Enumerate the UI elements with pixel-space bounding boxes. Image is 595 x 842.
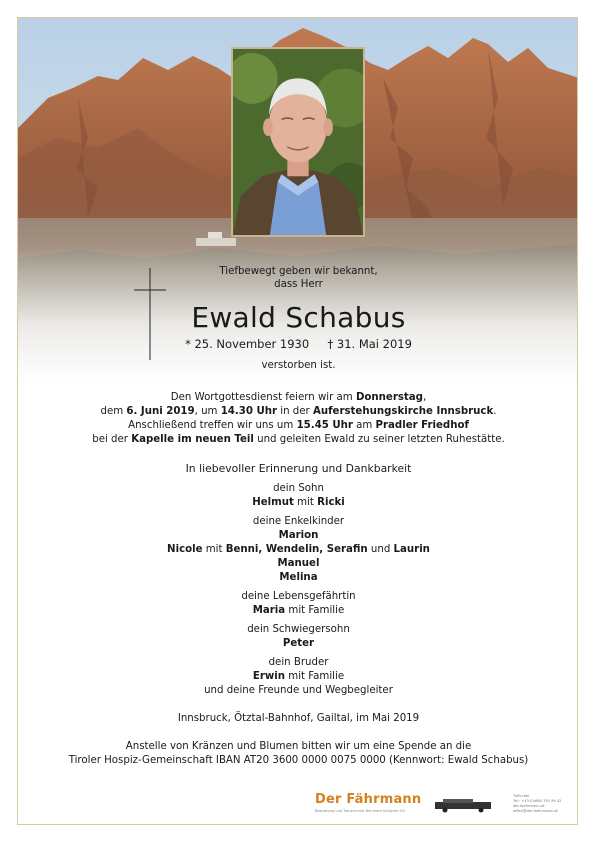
notice-frame <box>17 17 578 825</box>
funeral-home-footer <box>315 792 565 818</box>
grandchild-3: Manuel <box>277 558 320 569</box>
service-line-2: dem 6. Juni 2019, um 14.30 Uhr in der Auferstehungskirche Innsbruck. <box>100 406 497 417</box>
memory-line: In liebevoller Erinnerung und Dankbarkeit <box>185 462 412 475</box>
funeral-home-contact: Tulfs-Hall Tel.: +43 (0)660 755 99 42 der-faehrmann.at · office@der-faehrmann.at <box>513 794 562 813</box>
funeral-home-tagline: Bestattung und Trauermusik Bernhard Schöpfer OG <box>315 809 406 813</box>
partner-name: Maria mit Familie <box>252 605 345 616</box>
place-date: Innsbruck, Ötztal-Bahnhof, Gailtal, im Mai 2019 <box>177 713 420 724</box>
funeral-home-logo: Der Fährmann <box>315 792 422 807</box>
passed-text: verstorben ist. <box>261 360 336 371</box>
brother-label: dein Bruder <box>268 657 329 668</box>
life-dates <box>18 337 578 351</box>
partner-label: deine Lebensgefährtin <box>241 591 356 602</box>
donation-line-2: Tiroler Hospiz-Gemeinschaft IBAN AT20 3600 0000 0075 0000 (Kennwort: Ewald Schabus) <box>68 755 529 766</box>
deceased-name: Ewald Schabus <box>191 301 406 334</box>
hearse-icon <box>433 797 495 813</box>
intro-line-2: dass Herr <box>274 279 323 290</box>
grandchild-1: Marion <box>278 530 319 541</box>
service-line-4: bei der Kapelle im neuen Teil und geleiten Ewald zu seiner letzten Ruhestätte. <box>92 434 505 445</box>
service-line-3: Anschließend treffen wir uns um 15.45 Uhr am Pradler Friedhof <box>128 420 469 431</box>
service-line-1: Den Wortgottesdienst feiern wir am Donnerstag, <box>170 392 427 403</box>
intro-line-1: Tiefbewegt geben wir bekannt, <box>219 266 378 277</box>
friends-line: und deine Freunde und Wegbegleiter <box>204 685 393 696</box>
birth-date: * 25. November 1930 <box>185 337 310 351</box>
grandchildren-label: deine Enkelkinder <box>252 516 345 527</box>
son-label: dein Sohn <box>273 483 324 494</box>
grandchild-4: Melina <box>279 572 318 583</box>
death-date: † 31. Mai 2019 <box>327 337 412 351</box>
brother-name: Erwin mit Familie <box>252 671 345 682</box>
soninlaw-name: Peter <box>282 638 315 649</box>
son-name: Helmut mit Ricki <box>252 497 345 508</box>
grandchild-2: Nicole mit Benni, Wendelin, Serafin und Laurin <box>167 544 430 555</box>
donation-line-1: Anstelle von Kränzen und Blumen bitten wir um eine Spende an die <box>125 741 472 752</box>
soninlaw-label: dein Schwiegersohn <box>247 624 350 635</box>
portrait-photo <box>231 47 365 237</box>
